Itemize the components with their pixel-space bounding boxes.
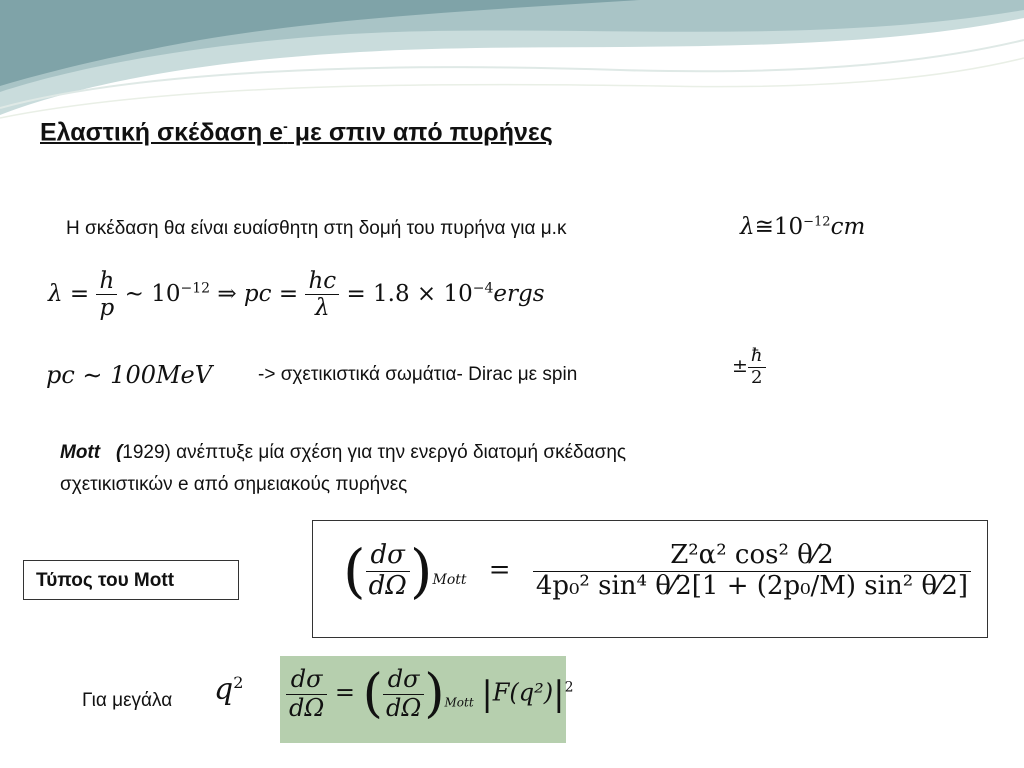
q-squared: $q^2$ <box>214 672 244 707</box>
mott-text-line2: σχετικιστικών e από σημειακούς πυρήνες <box>60 474 408 495</box>
mott-formula-box <box>312 520 988 638</box>
momentum-equation: λ = $\frac{h}{p}$ ∼ $10^{-12}$ ⇒ pc = $\frac{hc}{\lambda}$ = $1.8 \times 10^{-4}ergs$ <box>48 268 545 322</box>
mott-text-line1: Mott (1929) ανέπτυξε μία σχέση για την ενεργό διατομή σκέδασης <box>60 442 627 463</box>
sensitivity-text: Η σκέδαση θα είναι ευαίσθητη στη δομή του πυρήνα για μ.κ <box>66 218 567 239</box>
relativistic-text: -> σχετικιστικά σωμάτια- Dirac με spin <box>258 364 578 385</box>
spin-formula: ± $\frac{ħ}{2}$ <box>732 346 766 388</box>
form-factor-formula-box <box>280 656 574 743</box>
energy-equation: pc ∼ 100MeV <box>46 361 213 389</box>
form-factor-formula: $\frac{d\sigma}{d\Omega}$ = ( $\frac{d\sigma}{d\Omega}$ )$_{Mott}$ $|F(q^2)|^2$ <box>286 664 574 724</box>
wavelength-formula: $\lambda≅10^{-12}cm$ <box>740 214 866 240</box>
mott-formula-label: Τύπος του Mott <box>23 560 239 600</box>
mott-formula: ( $\frac{d\sigma}{d\Omega}$ )$_{Mott}$ = $\frac{\text{Z²α² cos² θ⁄2}}{\text{4p₀² sin⁴ θ⁄2[1 + (2p₀/M) sin² θ⁄2]}}$ <box>343 537 971 605</box>
large-q-text: Για μεγάλα <box>82 690 173 711</box>
slide-title: Ελαστική σκέδαση e- με σπιν από πυρήνες <box>40 118 553 147</box>
header-wave-decoration <box>0 0 1024 130</box>
